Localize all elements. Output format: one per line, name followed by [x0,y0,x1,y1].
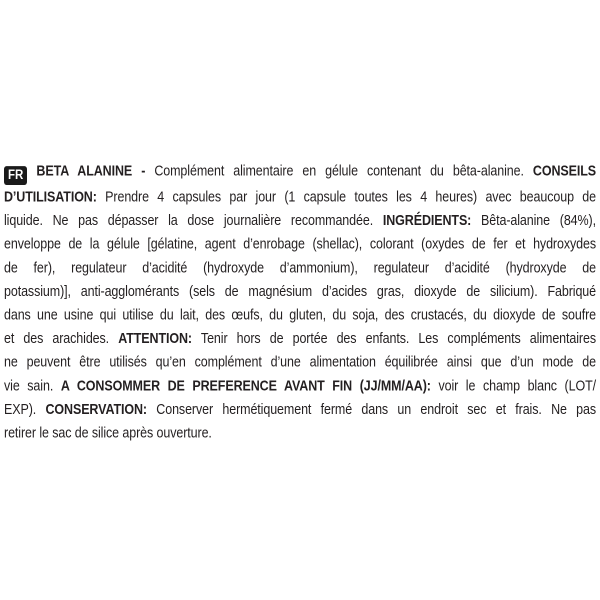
supplement-label-text [4,159,596,445]
label-line [4,159,596,185]
label-body-text: retirer le sac de silice après ouverture. [4,424,212,442]
label-line [4,232,596,256]
label-line [4,327,596,351]
label-line [4,256,596,280]
label-body-text: enveloppe de la gélule [gélatine, agent d’enrobage (shellac), colorant (oxydes de fer et hydroxydes [4,235,596,253]
label-line [4,279,596,303]
language-badge-fr: FR [4,166,27,185]
label-section-heading: BETA ALANINE - [36,162,146,180]
label-line [4,209,596,233]
label-section-heading: ATTENTION: [118,330,192,347]
label-body-text: ne peuvent être utilisés qu’en complément d’une alimentation équilibrée ainsi que d’un mode de [4,353,596,371]
label-body-text: dans une usine qui utilise du lait, des œufs, du gluten, du soja, des crustacés, du dioxyde de soufre [4,306,596,324]
label-body-text: liquide. Ne pas dépasser la dose journalière recommandée. [4,212,374,229]
label-body-text: et des arachides. [4,330,110,347]
label-line [4,303,596,327]
label-body-text: voir le champ blanc (LOT/ [438,377,596,394]
label-line [4,350,596,374]
label-section-heading: A CONSOMMER DE PREFERENCE AVANT FIN (JJ/MM/AA): [60,377,431,394]
label-section-heading: CONSEILS [532,162,597,180]
label-line [4,185,596,209]
label-line [4,421,596,445]
label-body-text: de fer), regulateur d’acidité (hydroxyde d’ammonium), regulateur d’acidité (hydroxyde de [4,259,596,276]
label-body-text: Complément alimentaire en gélule contenant du bêta-alanine. [154,162,524,180]
label-section-heading: INGRÉDIENTS: [382,212,472,229]
label-body-text: vie sain. [4,377,54,394]
label-body-text: Conserver hermétiquement fermé dans un endroit sec et frais. Ne pas [156,400,597,418]
label-body-text: Tenir hors de portée des enfants. Les compléments alimentaires [200,330,596,347]
label-body-text: Bêta-alanine (84%), [481,212,596,229]
label-section-heading: D’UTILISATION: [4,188,97,206]
label-body-text: Prendre 4 capsules par jour (1 capsule toutes les 4 heures) avec beaucoup de [105,188,596,206]
label-line [4,397,596,421]
label-line [4,374,596,398]
label-section-heading: CONSERVATION: [45,400,147,418]
label-body-text: potassium)], anti-agglomérants (sels de magnésium d’acides gras, dioxyde de silicium). Fabriqué [4,282,596,300]
label-body-text: EXP). [4,400,37,418]
